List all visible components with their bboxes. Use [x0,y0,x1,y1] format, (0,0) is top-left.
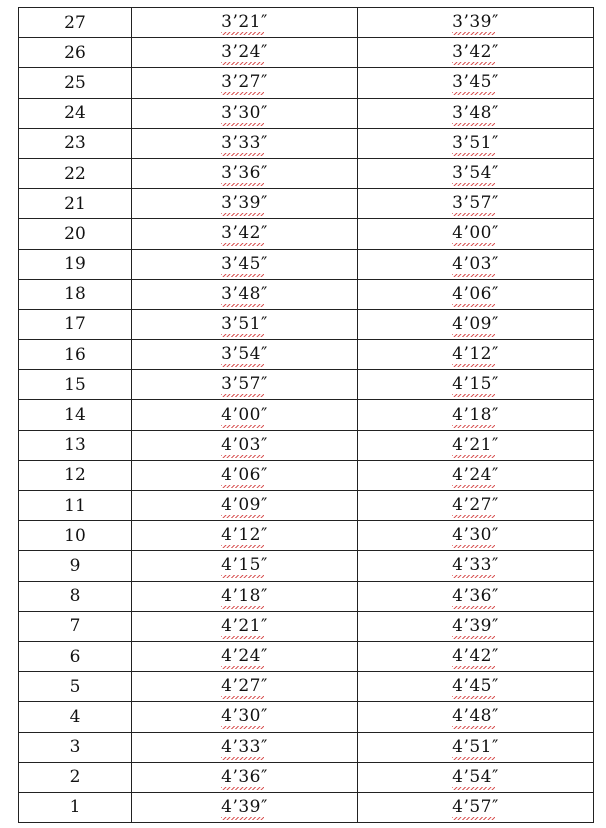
time-cell-b[interactable] [358,460,594,490]
table-row [19,98,594,128]
table-row [19,68,594,98]
time-cell-b[interactable] [358,189,594,219]
rank-cell[interactable] [19,762,132,792]
time-value-a: 4’18″ [221,585,268,606]
time-cell-b[interactable] [358,672,594,702]
time-cell-b[interactable] [358,732,594,762]
table-row [19,792,594,822]
time-cell-b[interactable] [358,249,594,279]
rank-value: 5 [69,676,81,697]
rank-value: 26 [64,42,86,63]
rank-cell[interactable] [19,491,132,521]
time-value-b: 4’48″ [452,706,499,727]
rank-cell[interactable] [19,460,132,490]
time-cell-a[interactable] [132,8,358,38]
time-cell-a[interactable] [132,128,358,158]
score-table [18,7,594,823]
table-row [19,189,594,219]
rank-cell[interactable] [19,98,132,128]
time-value-b: 4’06″ [452,283,499,304]
time-cell-b[interactable] [358,128,594,158]
time-value-b: 4’18″ [452,404,499,425]
rank-cell[interactable] [19,219,132,249]
time-value-a: 4’24″ [221,646,268,667]
time-cell-a[interactable] [132,249,358,279]
time-cell-a[interactable] [132,551,358,581]
time-value-a: 4’30″ [221,706,268,727]
rank-value: 8 [69,586,81,607]
time-value-b: 3’48″ [452,102,499,123]
rank-cell[interactable] [19,128,132,158]
table-row [19,8,594,38]
rank-value: 22 [64,163,86,184]
table-row [19,249,594,279]
time-value-a: 3’36″ [221,163,268,184]
time-value-b: 4’54″ [452,766,499,787]
time-cell-a[interactable] [132,189,358,219]
time-cell-b[interactable] [358,430,594,460]
time-value-b: 3’42″ [452,42,499,63]
time-cell-b[interactable] [358,762,594,792]
table-row [19,460,594,490]
time-value-b: 4’45″ [452,676,499,697]
time-value-b: 4’33″ [452,555,499,576]
rank-value: 11 [64,495,86,516]
time-value-a: 4’03″ [221,434,268,455]
time-value-b: 4’09″ [452,313,499,334]
time-cell-a[interactable] [132,702,358,732]
time-value-a: 4’15″ [221,555,268,576]
time-cell-b[interactable] [358,491,594,521]
time-cell-a[interactable] [132,309,358,339]
rank-cell[interactable] [19,672,132,702]
rank-value: 12 [64,465,86,486]
table-row [19,551,594,581]
rank-cell[interactable] [19,340,132,370]
time-value-a: 3’48″ [221,283,268,304]
rank-value: 21 [64,193,86,214]
time-cell-b[interactable] [358,521,594,551]
time-cell-a[interactable] [132,641,358,671]
time-value-b: 4’30″ [452,525,499,546]
time-cell-a[interactable] [132,340,358,370]
time-value-a: 3’54″ [221,344,268,365]
time-value-a: 4’21″ [221,615,268,636]
rank-value: 15 [64,374,86,395]
time-cell-a[interactable] [132,792,358,822]
time-value-b: 3’57″ [452,193,499,214]
time-value-a: 3’39″ [221,193,268,214]
time-cell-b[interactable] [358,702,594,732]
time-cell-b[interactable] [358,309,594,339]
rank-value: 13 [64,435,86,456]
table-row [19,400,594,430]
table-row [19,521,594,551]
rank-cell[interactable] [19,158,132,188]
rank-cell[interactable] [19,189,132,219]
rank-cell[interactable] [19,581,132,611]
time-value-a: 4’09″ [221,495,268,516]
table-row [19,279,594,309]
time-cell-b[interactable] [358,400,594,430]
rank-value: 4 [69,706,81,727]
table-row [19,309,594,339]
table-body [19,8,594,823]
time-value-b: 4’24″ [452,464,499,485]
table-row [19,340,594,370]
table-row [19,430,594,460]
time-value-a: 3’21″ [221,12,268,33]
time-value-a: 3’57″ [221,374,268,395]
rank-cell[interactable] [19,551,132,581]
time-cell-b[interactable] [358,641,594,671]
table-row [19,370,594,400]
table-row [19,611,594,641]
time-value-b: 3’54″ [452,163,499,184]
rank-value: 10 [64,525,86,546]
rank-value: 17 [64,314,86,335]
time-value-a: 3’51″ [221,313,268,334]
time-cell-a[interactable] [132,460,358,490]
time-value-b: 4’42″ [452,646,499,667]
time-cell-a[interactable] [132,279,358,309]
rank-cell[interactable] [19,430,132,460]
time-cell-a[interactable] [132,38,358,68]
time-value-b: 3’39″ [452,12,499,33]
rank-cell[interactable] [19,732,132,762]
rank-cell[interactable] [19,279,132,309]
rank-cell[interactable] [19,370,132,400]
time-value-b: 4’51″ [452,736,499,757]
rank-value: 3 [69,737,81,758]
rank-value: 27 [64,12,86,33]
rank-value: 18 [64,284,86,305]
rank-cell[interactable] [19,8,132,38]
time-cell-a[interactable] [132,98,358,128]
rank-cell[interactable] [19,309,132,339]
rank-value: 24 [64,103,86,124]
time-value-a: 3’30″ [221,102,268,123]
time-cell-a[interactable] [132,611,358,641]
rank-cell[interactable] [19,792,132,822]
time-value-a: 4’06″ [221,464,268,485]
rank-cell[interactable] [19,521,132,551]
time-value-b: 3’51″ [452,132,499,153]
time-value-a: 4’39″ [221,796,268,817]
rank-value: 6 [69,646,81,667]
table-row [19,732,594,762]
time-cell-a[interactable] [132,158,358,188]
time-value-a: 4’27″ [221,676,268,697]
table-row [19,581,594,611]
time-cell-a[interactable] [132,521,358,551]
time-value-b: 4’57″ [452,796,499,817]
rank-value: 1 [69,797,81,818]
time-value-b: 4’21″ [452,434,499,455]
time-cell-b[interactable] [358,792,594,822]
time-value-a: 4’12″ [221,525,268,546]
time-value-a: 3’24″ [221,42,268,63]
time-value-a: 3’33″ [221,132,268,153]
time-cell-b[interactable] [358,98,594,128]
time-cell-a[interactable] [132,491,358,521]
time-value-a: 4’33″ [221,736,268,757]
time-cell-a[interactable] [132,400,358,430]
rank-cell[interactable] [19,249,132,279]
table-row [19,491,594,521]
table-row [19,38,594,68]
time-cell-b[interactable] [358,219,594,249]
time-cell-b[interactable] [358,340,594,370]
time-value-a: 3’27″ [221,72,268,93]
rank-cell[interactable] [19,38,132,68]
time-cell-b[interactable] [358,611,594,641]
time-value-b: 4’27″ [452,495,499,516]
time-cell-b[interactable] [358,279,594,309]
time-value-b: 4’36″ [452,585,499,606]
time-cell-b[interactable] [358,158,594,188]
time-value-a: 3’45″ [221,253,268,274]
rank-cell[interactable] [19,68,132,98]
rank-value: 25 [64,72,86,93]
time-cell-a[interactable] [132,430,358,460]
time-value-b: 4’39″ [452,615,499,636]
time-cell-a[interactable] [132,732,358,762]
time-cell-a[interactable] [132,581,358,611]
rank-value: 2 [69,767,81,788]
rank-value: 20 [64,223,86,244]
time-value-a: 4’36″ [221,766,268,787]
time-value-b: 4’00″ [452,223,499,244]
table-row [19,128,594,158]
table-row [19,158,594,188]
rank-value: 9 [69,555,81,576]
time-cell-b[interactable] [358,8,594,38]
time-cell-a[interactable] [132,68,358,98]
time-cell-b[interactable] [358,370,594,400]
rank-value: 7 [69,616,81,637]
time-cell-a[interactable] [132,219,358,249]
table-row [19,762,594,792]
rank-cell[interactable] [19,611,132,641]
time-value-b: 4’15″ [452,374,499,395]
table-row [19,702,594,732]
time-cell-b[interactable] [358,551,594,581]
table-row [19,219,594,249]
time-value-a: 3’42″ [221,223,268,244]
time-cell-a[interactable] [132,370,358,400]
time-cell-a[interactable] [132,762,358,792]
rank-value: 16 [64,344,86,365]
time-cell-b[interactable] [358,581,594,611]
table-row [19,672,594,702]
rank-cell[interactable] [19,702,132,732]
table-row [19,641,594,671]
time-cell-b[interactable] [358,38,594,68]
time-value-b: 4’12″ [452,344,499,365]
time-value-b: 3’45″ [452,72,499,93]
time-cell-b[interactable] [358,68,594,98]
time-value-b: 4’03″ [452,253,499,274]
rank-value: 23 [64,133,86,154]
rank-cell[interactable] [19,400,132,430]
rank-cell[interactable] [19,641,132,671]
time-value-a: 4’00″ [221,404,268,425]
rank-value: 14 [64,405,86,426]
time-cell-a[interactable] [132,672,358,702]
rank-value: 19 [64,254,86,275]
